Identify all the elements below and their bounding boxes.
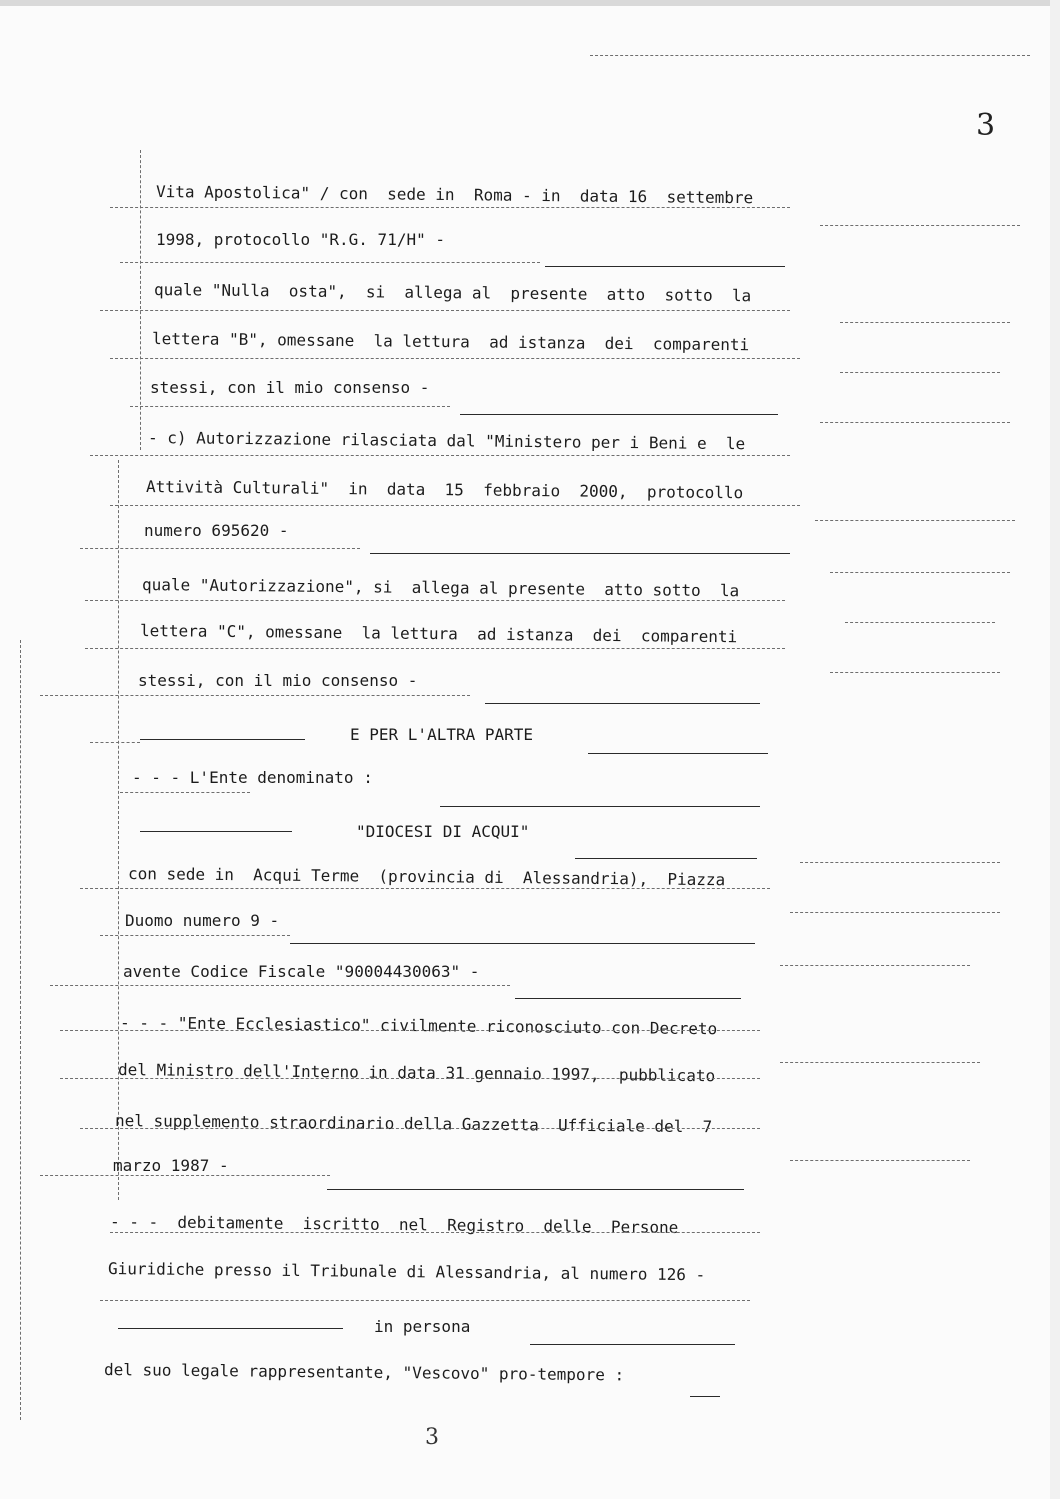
text-line: - c) Autorizzazione rilasciata dal "Ministero per i Beni e le	[147, 428, 746, 454]
ruled-line	[40, 695, 470, 696]
text-line: lettera "B", omessane la lettura ad istanza dei comparenti	[151, 329, 750, 355]
text-line: Attività Culturali" in data 15 febbraio 2000, protocollo	[145, 477, 744, 503]
margin-mark	[820, 225, 1020, 226]
fill-line	[118, 1328, 343, 1329]
margin-mark	[790, 1160, 970, 1161]
fill-line	[370, 553, 790, 554]
ruled-line	[130, 406, 450, 407]
page-number: 3	[976, 108, 996, 143]
text-line: - - - debitamente iscritto nel Registro delle Persone	[109, 1212, 679, 1237]
text-line: Duomo numero 9 -	[125, 911, 280, 930]
ruled-line	[110, 358, 800, 359]
text-line: del Ministro dell'Interno in data 31 gennaio 1997, pubblicato	[117, 1060, 716, 1086]
ruled-line	[60, 1030, 760, 1031]
outer-margin-rule	[20, 640, 21, 1420]
text-line: Giuridiche presso il Tribunale di Alessandria, al numero 126 -	[107, 1259, 706, 1285]
ruled-line	[80, 548, 360, 549]
ruled-line	[90, 455, 790, 456]
text-line: in persona	[374, 1317, 471, 1336]
text-line: numero 695620 -	[144, 521, 289, 540]
text-line: del suo legale rappresentante, "Vescovo" pro-tempore :	[103, 1360, 625, 1385]
entity-name: "DIOCESI DI ACQUI"	[356, 822, 530, 841]
text-line: stessi, con il mio consenso -	[150, 378, 430, 397]
margin-mark	[840, 372, 1000, 373]
margin-mark	[815, 520, 1015, 521]
ruled-line	[120, 792, 250, 793]
ruled-line	[110, 1232, 760, 1233]
ruled-line	[85, 648, 785, 649]
ruled-line	[100, 310, 790, 311]
fill-line	[440, 806, 760, 807]
text-line: 1998, protocollo "R.G. 71/H" -	[156, 230, 445, 249]
scan-right-edge	[1050, 0, 1060, 1499]
folio-number: 3	[425, 1425, 439, 1450]
text-line: quale "Nulla osta", si allega al presente atto sotto la	[153, 280, 752, 306]
text-line: con sede in Acqui Terme (provincia di Alessandria), Piazza	[127, 864, 726, 890]
text-line: lettera "C", omessane la lettura ad istanza dei comparenti	[139, 621, 738, 647]
text-line: marzo 1987 -	[113, 1156, 229, 1175]
fill-line	[690, 1396, 720, 1397]
margin-mark	[840, 322, 1010, 323]
ruled-line	[60, 1078, 760, 1079]
ruled-line	[40, 1175, 330, 1176]
text-line: - - - L'Ente denominato :	[132, 768, 373, 787]
text-line: stessi, con il mio consenso -	[138, 671, 418, 690]
margin-mark	[590, 55, 1030, 56]
margin-mark	[830, 572, 1010, 573]
ruled-line	[120, 262, 540, 263]
scan-top-edge	[0, 0, 1060, 6]
text-line: quale "Autorizzazione", si allega al presente atto sotto la	[141, 575, 740, 601]
fill-line	[530, 1344, 735, 1345]
ruled-line	[110, 505, 800, 506]
margin-mark	[830, 672, 1000, 673]
fill-line	[575, 858, 757, 859]
text-line: Vita Apostolica" / con sede in Roma - in data 16 settembre	[155, 182, 754, 208]
fill-line	[327, 1189, 744, 1190]
margin-mark	[790, 912, 1000, 913]
fill-line	[290, 943, 755, 944]
fill-line	[515, 998, 741, 999]
margin-mark	[845, 622, 995, 623]
text-line: - - - "Ente Ecclesiastico" civilmente riconosciuto con Decreto	[119, 1013, 718, 1039]
margin-mark	[780, 1062, 980, 1063]
fill-line	[588, 753, 768, 754]
left-margin-rule	[140, 150, 141, 450]
ruled-line	[50, 985, 510, 986]
ruled-line	[80, 1128, 760, 1129]
fill-line	[140, 831, 292, 832]
ruled-line	[100, 1300, 750, 1301]
fill-line	[460, 414, 778, 415]
ruled-line	[90, 742, 140, 743]
text-line: avente Codice Fiscale "90004430063" -	[123, 962, 480, 981]
margin-mark	[780, 965, 970, 966]
margin-mark	[800, 862, 1000, 863]
margin-mark	[820, 422, 1010, 423]
ruled-line	[85, 600, 785, 601]
fill-line	[140, 739, 305, 740]
fill-line	[485, 703, 760, 704]
fill-line	[545, 266, 785, 267]
ruled-line	[110, 207, 790, 208]
section-heading: E PER L'ALTRA PARTE	[350, 725, 534, 744]
ruled-line	[100, 935, 290, 936]
ruled-line	[80, 888, 770, 889]
text-line: nel supplemento straordinario della Gazzetta Ufficiale del 7	[114, 1111, 713, 1137]
left-margin-rule-lower	[118, 460, 119, 1200]
